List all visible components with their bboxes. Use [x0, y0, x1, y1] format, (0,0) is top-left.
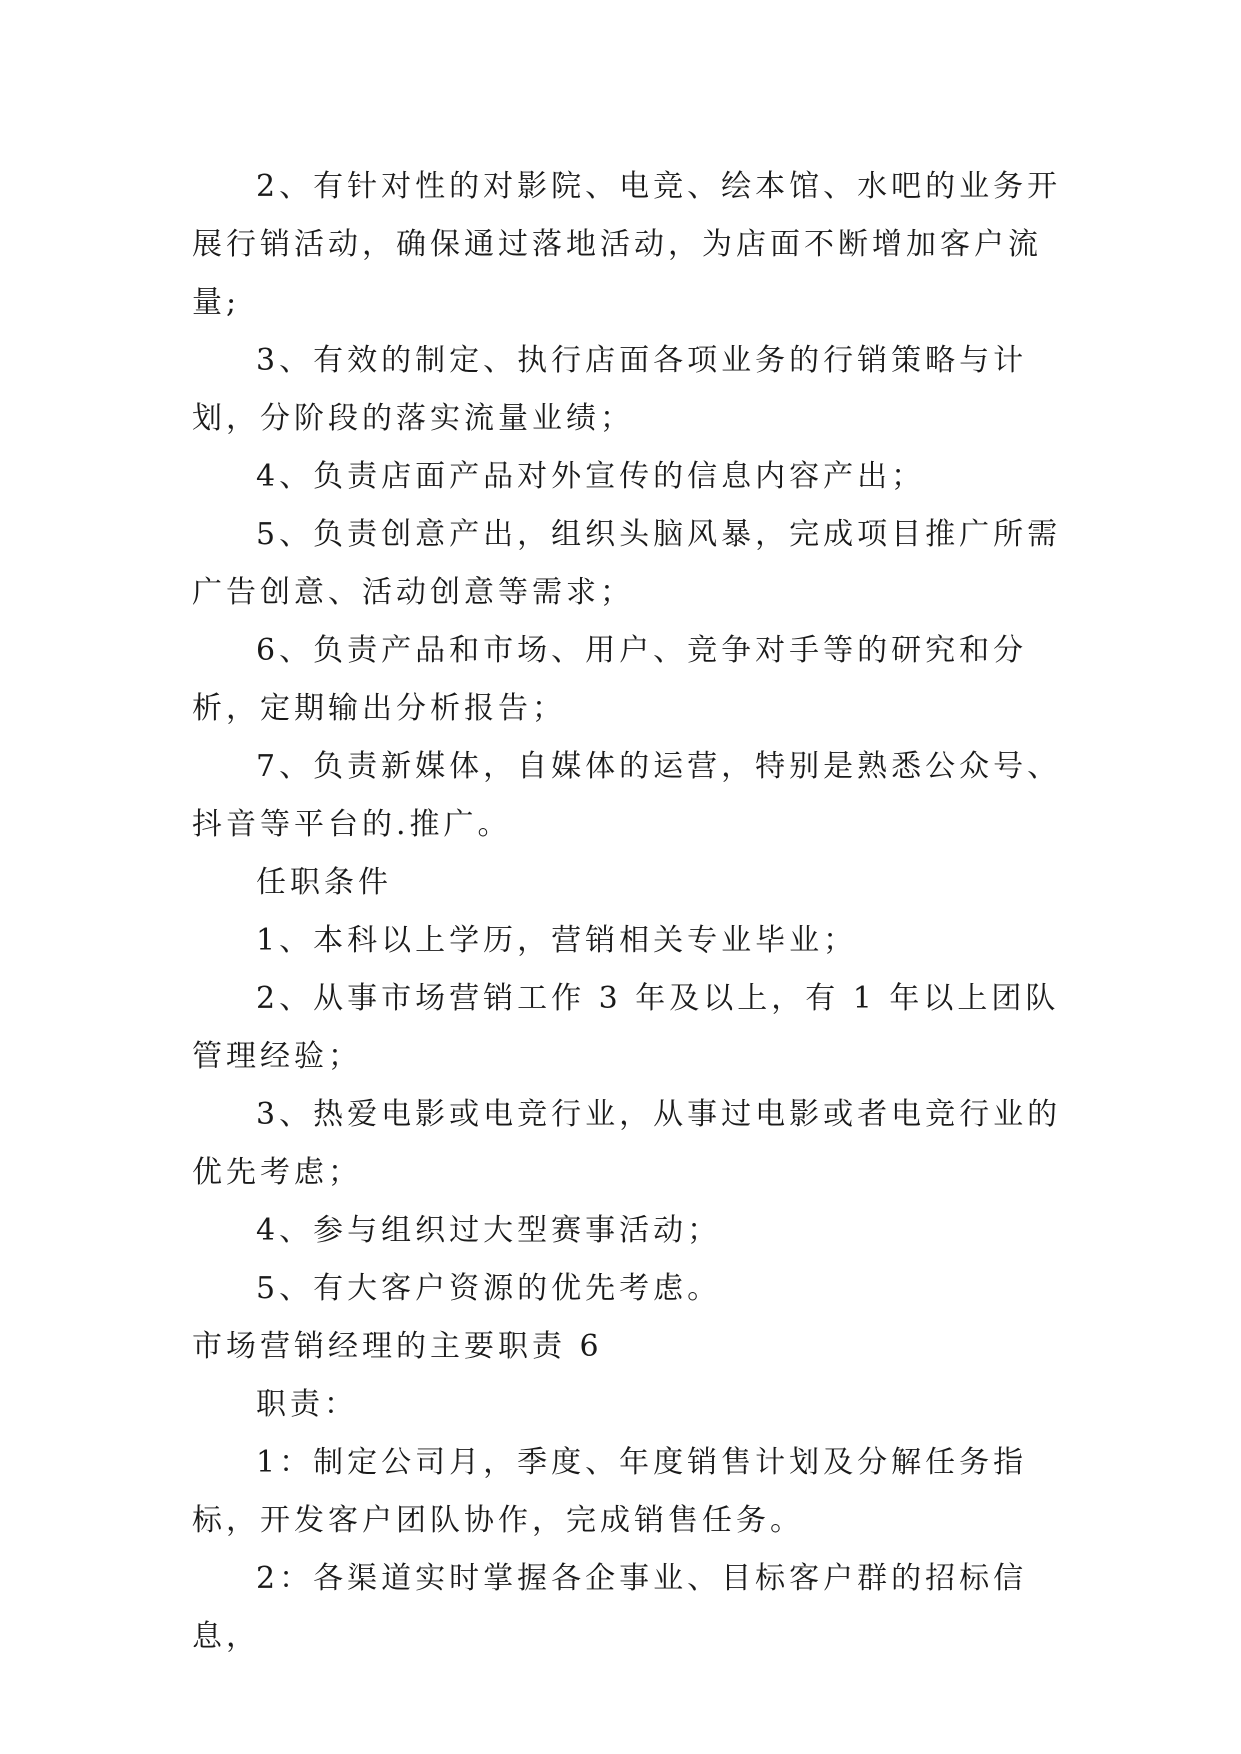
paragraph-item-4: 4、负责店面产品对外宣传的信息内容产出；	[256, 459, 926, 494]
duty-item-1: 1：制定公司月，季度、年度销售计划及分解任务指标，开发客户团队协作，完成销售任务。	[192, 1445, 1028, 1538]
requirement-item-3: 3、热爱电影或电竞行业，从事过电影或者电竞行业的优先考虑；	[192, 1097, 1062, 1190]
requirement-item-2: 2、从事市场营销工作 3 年及以上，有 1 年以上团队管理经验；	[192, 981, 1060, 1074]
requirement-item-4: 4、参与组织过大型赛事活动；	[256, 1213, 722, 1248]
section-heading: 市场营销经理的主要职责 6	[192, 1329, 603, 1364]
paragraph-item-7: 7、负责新媒体，自媒体的运营，特别是熟悉公众号、抖音等平台的.推广。	[192, 749, 1062, 842]
paragraph-item-2: 2、有针对性的对影院、电竞、绘本馆、水吧的业务开展行销活动，确保通过落地活动，为店面不断增加客户流量;	[192, 169, 1062, 320]
paragraph-item-3: 3、有效的制定、执行店面各项业务的行销策略与计划，分阶段的落实流量业绩；	[192, 343, 1028, 436]
requirement-item-5: 5、有大客户资源的优先考虑。	[256, 1271, 722, 1306]
requirements-subheading: 任职条件	[256, 865, 392, 900]
paragraph-item-6: 6、负责产品和市场、用户、竞争对手等的研究和分析，定期输出分析报告；	[192, 633, 1028, 726]
duties-subheading: 职责：	[256, 1387, 358, 1422]
duty-item-2: 2：各渠道实时掌握各企事业、目标客户群的招标信息，	[192, 1561, 1028, 1654]
paragraph-item-5: 5、负责创意产出，组织头脑风暴，完成项目推广所需广告创意、活动创意等需求；	[192, 517, 1062, 610]
document-body	[192, 158, 1072, 1666]
requirement-item-1: 1、本科以上学历，营销相关专业毕业；	[256, 923, 858, 958]
